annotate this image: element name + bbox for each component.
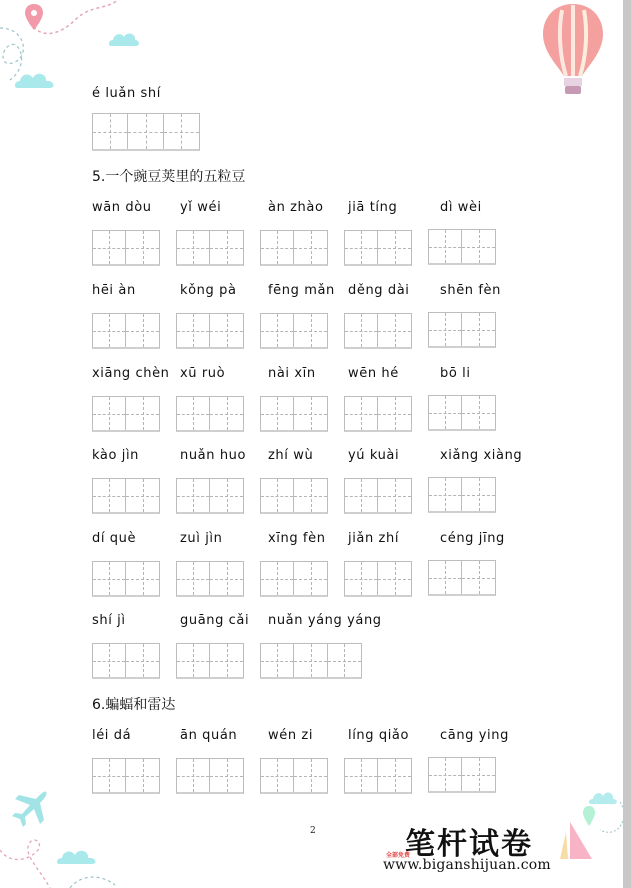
pinyin-prompt: wēn hé	[348, 366, 399, 381]
pinyin-prompt: zhí wù	[268, 448, 314, 463]
pinyin-prompt: hēi àn	[92, 283, 136, 298]
pinyin-prompt: děng dài	[348, 283, 410, 298]
pinyin-prompt: nài xīn	[268, 366, 316, 381]
section-title: 5.一个豌豆荚里的五粒豆	[92, 169, 246, 185]
writing-grid[interactable]	[344, 561, 412, 597]
writing-grid[interactable]	[92, 758, 160, 794]
pinyin-prompt: xiǎng xiàng	[440, 448, 523, 463]
writing-grid[interactable]	[260, 230, 328, 266]
dashed-path-icon	[0, 835, 120, 888]
cloud-icon	[14, 68, 56, 90]
scrollbar[interactable]	[623, 0, 631, 888]
writing-grid[interactable]	[260, 561, 328, 597]
pinyin-prompt: cāng ying	[440, 728, 509, 743]
pinyin-prompt: guāng cǎi	[180, 613, 250, 628]
writing-grid[interactable]	[92, 396, 160, 432]
writing-grid[interactable]	[176, 643, 244, 679]
site-url: www.biganshijuan.com	[383, 857, 551, 873]
writing-grid[interactable]	[428, 757, 496, 793]
writing-grid[interactable]	[344, 758, 412, 794]
writing-grid[interactable]	[92, 230, 160, 266]
writing-grid[interactable]	[176, 758, 244, 794]
pinyin-prompt: céng jīng	[440, 531, 505, 546]
pinyin-prompt: àn zhào	[268, 200, 324, 215]
writing-grid[interactable]	[344, 396, 412, 432]
pinyin-prompt: kǒng pà	[180, 283, 237, 298]
pinyin-prompt: shí jì	[92, 613, 126, 628]
writing-grid[interactable]	[260, 313, 328, 349]
writing-grid[interactable]	[92, 113, 200, 151]
section-title: 6.蝙蝠和雷达	[92, 697, 176, 713]
pinyin-prompt: dì wèi	[440, 200, 482, 215]
writing-grid[interactable]	[428, 560, 496, 596]
pinyin-prompt: xiāng chèn	[92, 366, 170, 381]
writing-grid[interactable]	[344, 313, 412, 349]
pinyin-prompt: ān quán	[180, 728, 238, 743]
writing-grid[interactable]	[92, 478, 160, 514]
pinyin-prompt: wén zi	[268, 728, 314, 743]
airplane-icon	[8, 790, 50, 832]
pinyin-prompt: léi dá	[92, 728, 132, 743]
pinyin-prompt: líng qiǎo	[348, 728, 410, 743]
site-logo: 笔杆试卷	[405, 827, 533, 862]
pinyin-prompt: jiā tíng	[348, 200, 398, 215]
pinyin-prompt: dí què	[92, 531, 137, 546]
writing-grid[interactable]	[260, 396, 328, 432]
writing-grid[interactable]	[176, 396, 244, 432]
writing-grid[interactable]	[260, 758, 328, 794]
writing-grid[interactable]	[92, 561, 160, 597]
writing-grid[interactable]	[260, 643, 362, 679]
pinyin-prompt: zuì jìn	[180, 531, 223, 546]
writing-grid[interactable]	[176, 561, 244, 597]
pinyin-prompt: wān dòu	[92, 200, 152, 215]
page-number: 2	[310, 826, 316, 836]
dashed-path-icon	[590, 800, 626, 840]
writing-grid[interactable]	[92, 313, 160, 349]
hot-air-balloon-icon	[540, 2, 606, 96]
pinyin-prompt: kào jìn	[92, 448, 140, 463]
pinyin-prompt: yǐ wéi	[180, 200, 222, 215]
writing-grid[interactable]	[344, 478, 412, 514]
pinyin-prompt: nuǎn yáng yáng	[268, 613, 382, 628]
pinyin-prompt: bō li	[440, 366, 471, 381]
writing-grid[interactable]	[428, 395, 496, 431]
writing-grid[interactable]	[176, 478, 244, 514]
pinyin-prompt: xīng fèn	[268, 531, 326, 546]
writing-grid[interactable]	[260, 478, 328, 514]
logo-tag: 全部免费	[386, 852, 411, 859]
pinyin-prompt: nuǎn huo	[180, 448, 247, 463]
sailboat-icon	[558, 822, 594, 860]
pinyin-prompt: fēng mǎn	[268, 283, 335, 298]
cloud-icon	[108, 28, 140, 48]
writing-grid[interactable]	[176, 230, 244, 266]
pinyin-prompt: jiǎn zhí	[348, 531, 400, 546]
pinyin-prompt: xū ruò	[180, 366, 226, 381]
writing-grid[interactable]	[92, 643, 160, 679]
writing-grid[interactable]	[428, 229, 496, 265]
pinyin-prompt: yú kuài	[348, 448, 400, 463]
map-pin-icon	[24, 4, 44, 30]
writing-grid[interactable]	[428, 477, 496, 513]
writing-grid[interactable]	[176, 313, 244, 349]
writing-grid[interactable]	[344, 230, 412, 266]
pinyin-prompt: é luǎn shí	[92, 86, 161, 101]
writing-grid[interactable]	[428, 312, 496, 348]
pinyin-prompt: shēn fèn	[440, 283, 501, 298]
